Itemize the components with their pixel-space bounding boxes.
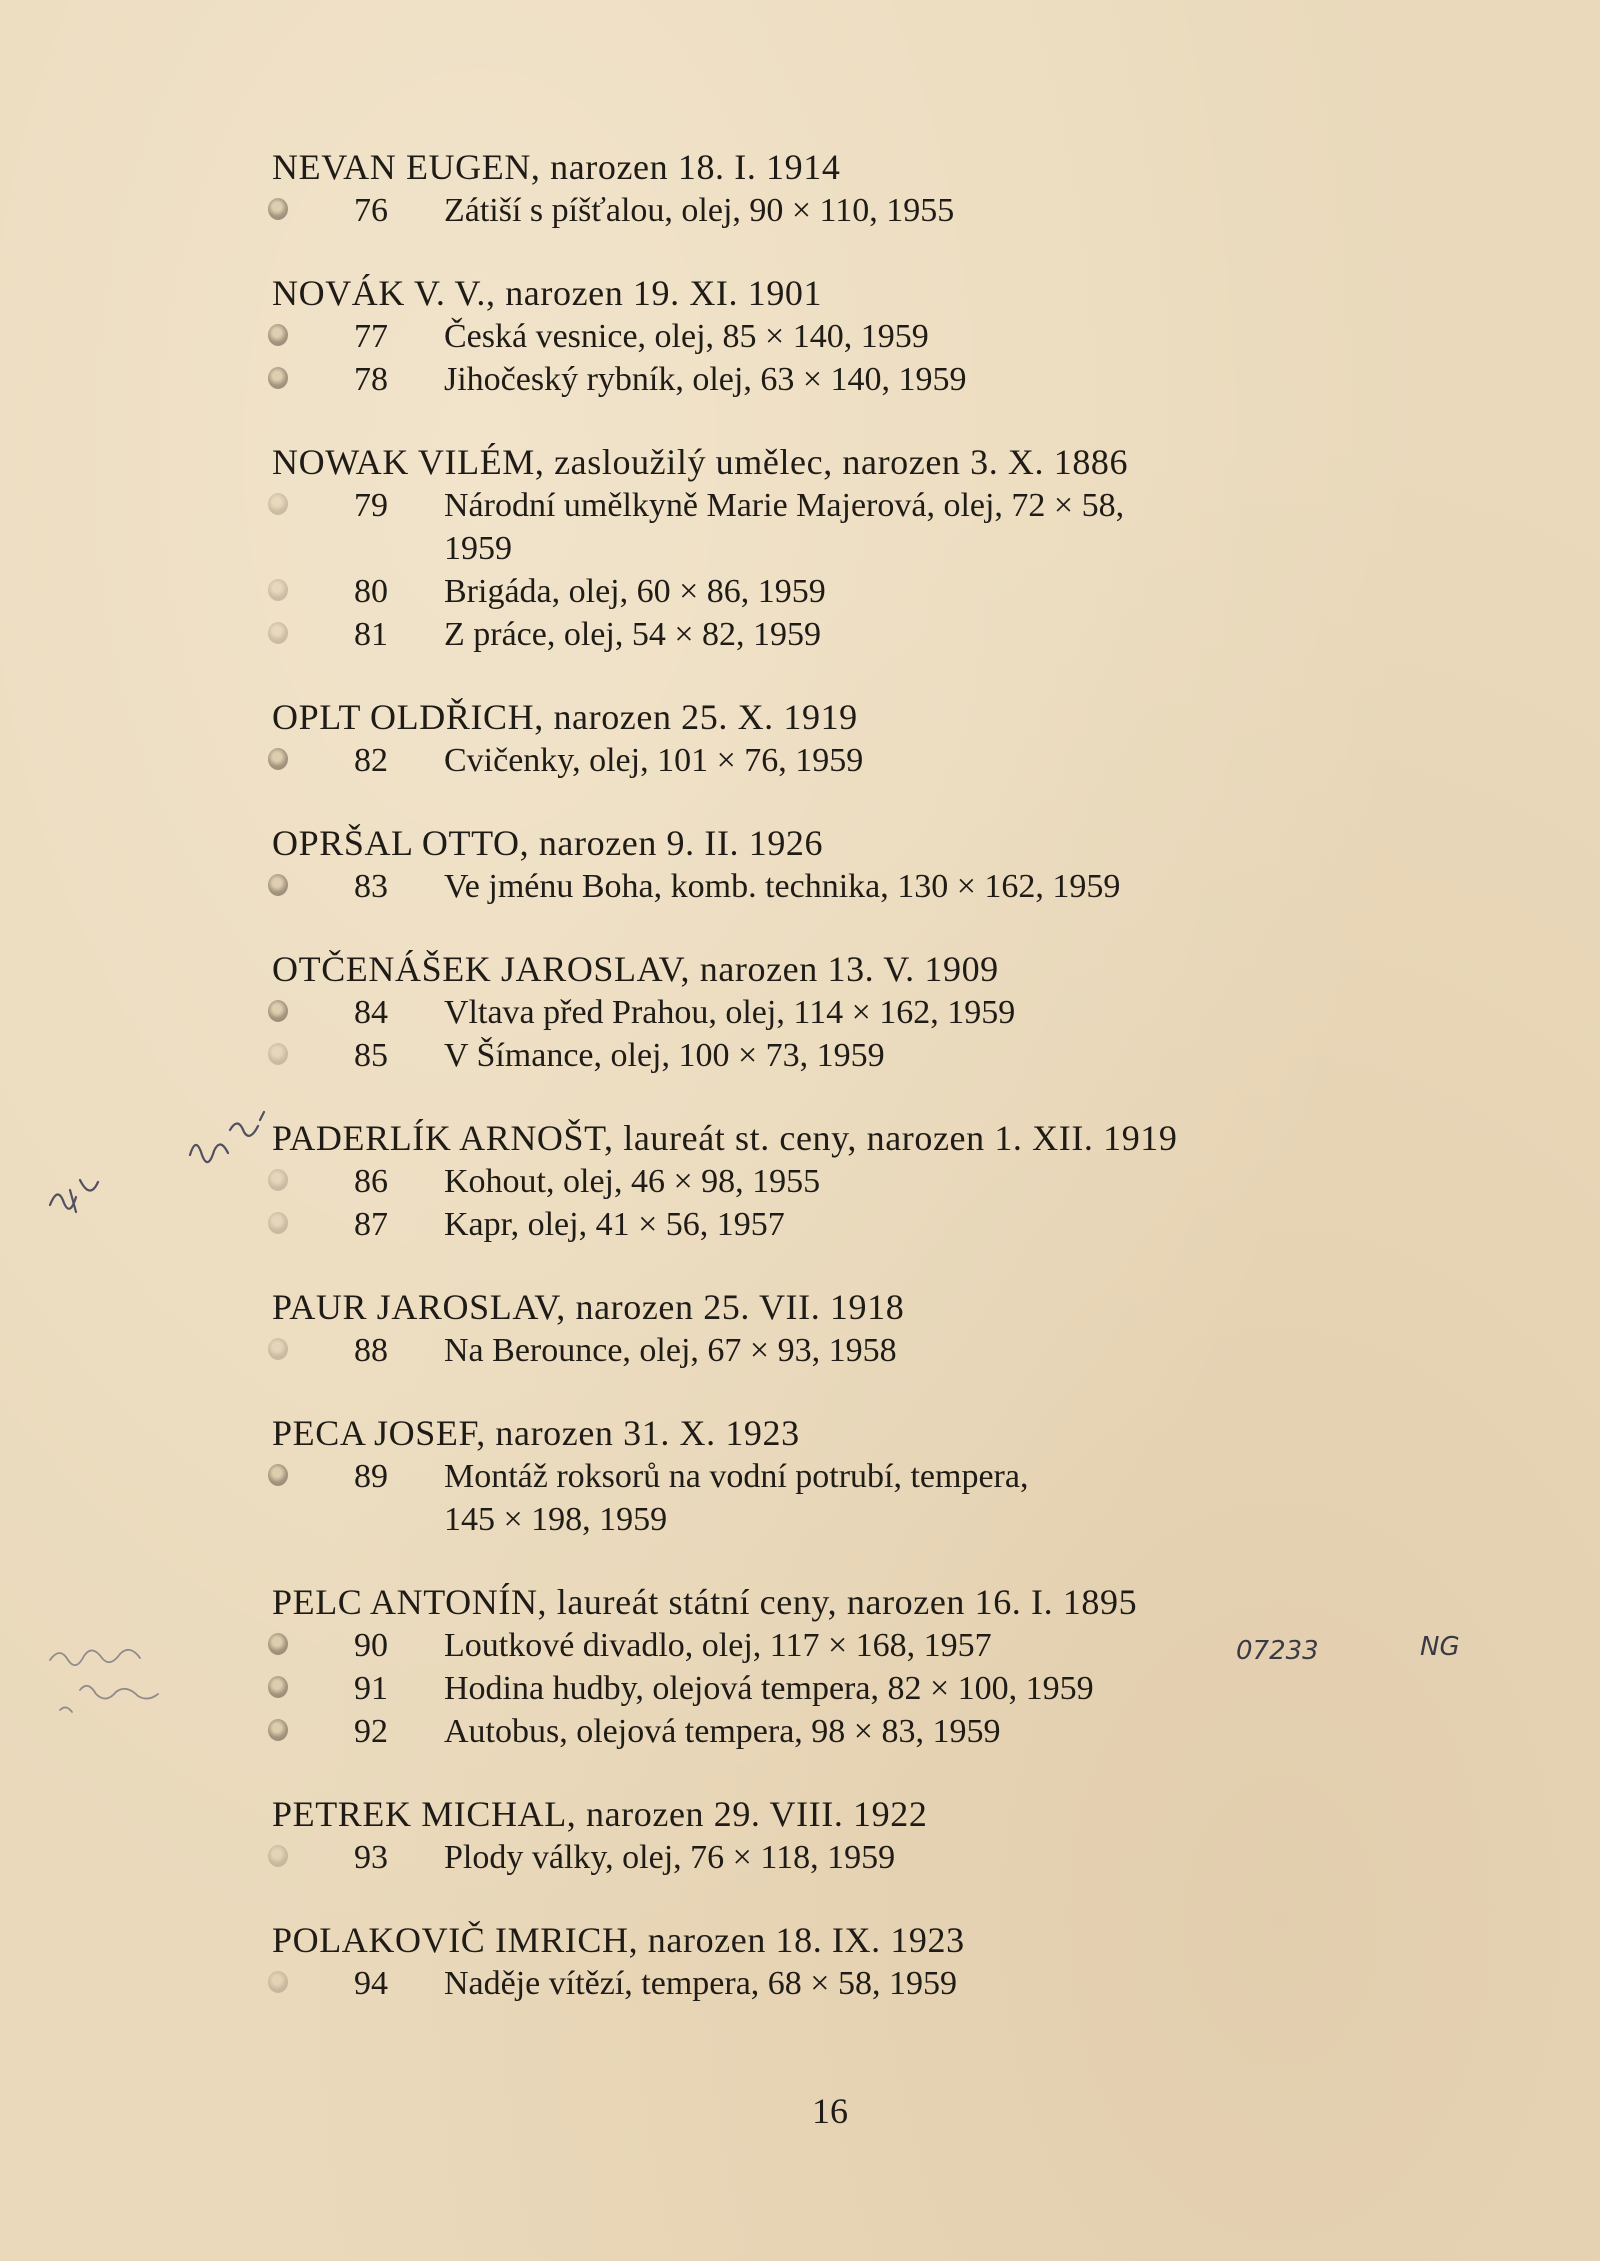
artwork-entry — [272, 1667, 1452, 1710]
artwork-entry — [272, 189, 1452, 232]
artwork-number: 77 — [354, 318, 388, 355]
artwork-title-line: Montáž roksorů na vodní potrubí, tempera, — [444, 1458, 1029, 1495]
artist-entry — [272, 146, 1452, 232]
artist-name: PAUR JAROSLAV, narozen 25. VII. 1918 — [272, 1287, 905, 1327]
artwork-entry — [272, 1160, 1452, 1203]
artwork-number: 76 — [354, 192, 388, 229]
stamp-mark — [268, 198, 288, 220]
artwork-number: 80 — [354, 573, 388, 610]
stamp-mark — [268, 324, 288, 346]
artist-name: NOWAK VILÉM, zasloužilý umělec, narozen 3. X. 1886 — [272, 442, 1129, 482]
artwork-number: 90 — [354, 1627, 388, 1664]
artwork-entry — [272, 739, 1452, 782]
artwork-number: 78 — [354, 361, 388, 398]
handwritten-initials: NG — [1420, 1632, 1460, 1662]
artwork-title: Jihočeský rybník, olej, 63 × 140, 1959 — [444, 361, 967, 398]
artwork-entry — [272, 1836, 1452, 1879]
artwork-title: Česká vesnice, olej, 85 × 140, 1959 — [444, 318, 929, 355]
artist-entry — [272, 822, 1452, 908]
stamp-mark — [268, 1719, 288, 1741]
artist-entry — [272, 441, 1452, 656]
artwork-entry — [272, 570, 1452, 613]
artwork-entry — [272, 1455, 1452, 1541]
artwork-number: 86 — [354, 1163, 388, 1200]
stamp-mark — [268, 1633, 288, 1655]
artwork-title: Kohout, olej, 46 × 98, 1955 — [444, 1163, 821, 1200]
artwork-number: 83 — [354, 868, 388, 905]
artwork-title-continuation: 145 × 198, 1959 — [444, 1501, 668, 1538]
artwork-number: 91 — [354, 1670, 388, 1707]
artist-name: PECA JOSEF, narozen 31. X. 1923 — [272, 1413, 800, 1453]
artwork-entry — [272, 315, 1452, 358]
stamp-mark — [268, 493, 288, 515]
artwork-entry — [272, 484, 1452, 570]
stamp-mark — [268, 1338, 288, 1360]
artwork-entry — [272, 1962, 1452, 2005]
artwork-entry — [272, 865, 1452, 908]
artwork-number: 93 — [354, 1839, 388, 1876]
stamp-mark — [268, 1043, 288, 1065]
artist-entry — [272, 1793, 1452, 1879]
artwork-title: Kapr, olej, 41 × 56, 1957 — [444, 1206, 785, 1243]
handwritten-scribble-pelc — [40, 1630, 240, 1740]
artwork-title: Na Berounce, olej, 67 × 93, 1958 — [444, 1332, 897, 1369]
artist-entry — [272, 948, 1452, 1077]
artwork-number: 88 — [354, 1332, 388, 1369]
artwork-number: 79 — [354, 487, 388, 524]
handwritten-scribble-paderlik — [40, 1110, 280, 1230]
artwork-number: 81 — [354, 616, 388, 653]
artist-name: NOVÁK V. V., narozen 19. XI. 1901 — [272, 273, 823, 313]
artwork-number: 84 — [354, 994, 388, 1031]
stamp-mark — [268, 1464, 288, 1486]
handwritten-code: 07233 — [1236, 1636, 1319, 1666]
stamp-mark — [268, 1845, 288, 1867]
artist-name: POLAKOVIČ IMRICH, narozen 18. IX. 1923 — [272, 1920, 965, 1960]
artwork-title: Zátiší s píšťalou, olej, 90 × 110, 1955 — [444, 192, 955, 229]
stamp-mark — [268, 874, 288, 896]
artist-entry — [272, 1117, 1452, 1246]
artist-entry — [272, 1581, 1452, 1753]
artist-name: NEVAN EUGEN, narozen 18. I. 1914 — [272, 147, 841, 187]
stamp-mark — [268, 367, 288, 389]
artist-entry — [272, 1919, 1452, 2005]
artist-name: PETREK MICHAL, narozen 29. VIII. 1922 — [272, 1794, 928, 1834]
stamp-mark — [268, 1676, 288, 1698]
artist-list — [272, 146, 1452, 2045]
artist-name: PELC ANTONÍN, laureát státní ceny, narozen 16. I. 1895 — [272, 1582, 1138, 1622]
artwork-number: 87 — [354, 1206, 388, 1243]
artwork-entry — [272, 1034, 1452, 1077]
artwork-title: Ve jménu Boha, komb. technika, 130 × 162, 1959 — [444, 868, 1121, 905]
stamp-mark — [268, 1000, 288, 1022]
artwork-number: 85 — [354, 1037, 388, 1074]
artwork-title: Hodina hudby, olejová tempera, 82 × 100, 1959 — [444, 1670, 1094, 1707]
artist-name: OPLT OLDŘICH, narozen 25. X. 1919 — [272, 697, 858, 737]
artwork-entry — [272, 358, 1452, 401]
artwork-entry — [272, 613, 1452, 656]
artwork-title: Brigáda, olej, 60 × 86, 1959 — [444, 573, 826, 610]
stamp-mark — [268, 748, 288, 770]
artwork-number: 82 — [354, 742, 388, 779]
artist-entry — [272, 696, 1452, 782]
artwork-entry — [272, 1329, 1452, 1372]
artwork-title: Plody války, olej, 76 × 118, 1959 — [444, 1839, 896, 1876]
artwork-number: 89 — [354, 1458, 388, 1495]
stamp-mark — [268, 622, 288, 644]
artwork-title: Z práce, olej, 54 × 82, 1959 — [444, 616, 822, 653]
artist-name: OTČENÁŠEK JAROSLAV, narozen 13. V. 1909 — [272, 949, 999, 989]
page-number: 16 — [812, 2091, 848, 2131]
artwork-entry — [272, 991, 1452, 1034]
artist-name: OPRŠAL OTTO, narozen 9. II. 1926 — [272, 823, 824, 863]
artwork-number: 92 — [354, 1713, 388, 1750]
stamp-mark — [268, 1971, 288, 1993]
artwork-title — [444, 1455, 1444, 1541]
artwork-title-line: Národní umělkyně Marie Majerová, olej, 72 × 58, — [444, 487, 1125, 524]
artist-entry — [272, 1412, 1452, 1541]
artwork-title: Autobus, olejová tempera, 98 × 83, 1959 — [444, 1713, 1001, 1750]
artwork-title: Loutkové divadlo, olej, 117 × 168, 1957 — [444, 1627, 992, 1664]
artwork-title — [444, 484, 1444, 570]
artwork-title-continuation: 1959 — [444, 530, 512, 567]
artist-name: PADERLÍK ARNOŠT, laureát st. ceny, narozen 1. XII. 1919 — [272, 1118, 1178, 1158]
artwork-entry — [272, 1203, 1452, 1246]
artist-entry — [272, 272, 1452, 401]
artwork-title: Naděje vítězí, tempera, 68 × 58, 1959 — [444, 1965, 957, 2002]
artwork-title: Vltava před Prahou, olej, 114 × 162, 1959 — [444, 994, 1016, 1031]
artwork-entry — [272, 1710, 1452, 1753]
artwork-title: V Šímance, olej, 100 × 73, 1959 — [444, 1037, 885, 1074]
stamp-mark — [268, 579, 288, 601]
artist-entry — [272, 1286, 1452, 1372]
artwork-number: 94 — [354, 1965, 388, 2002]
artwork-title: Cvičenky, olej, 101 × 76, 1959 — [444, 742, 864, 779]
